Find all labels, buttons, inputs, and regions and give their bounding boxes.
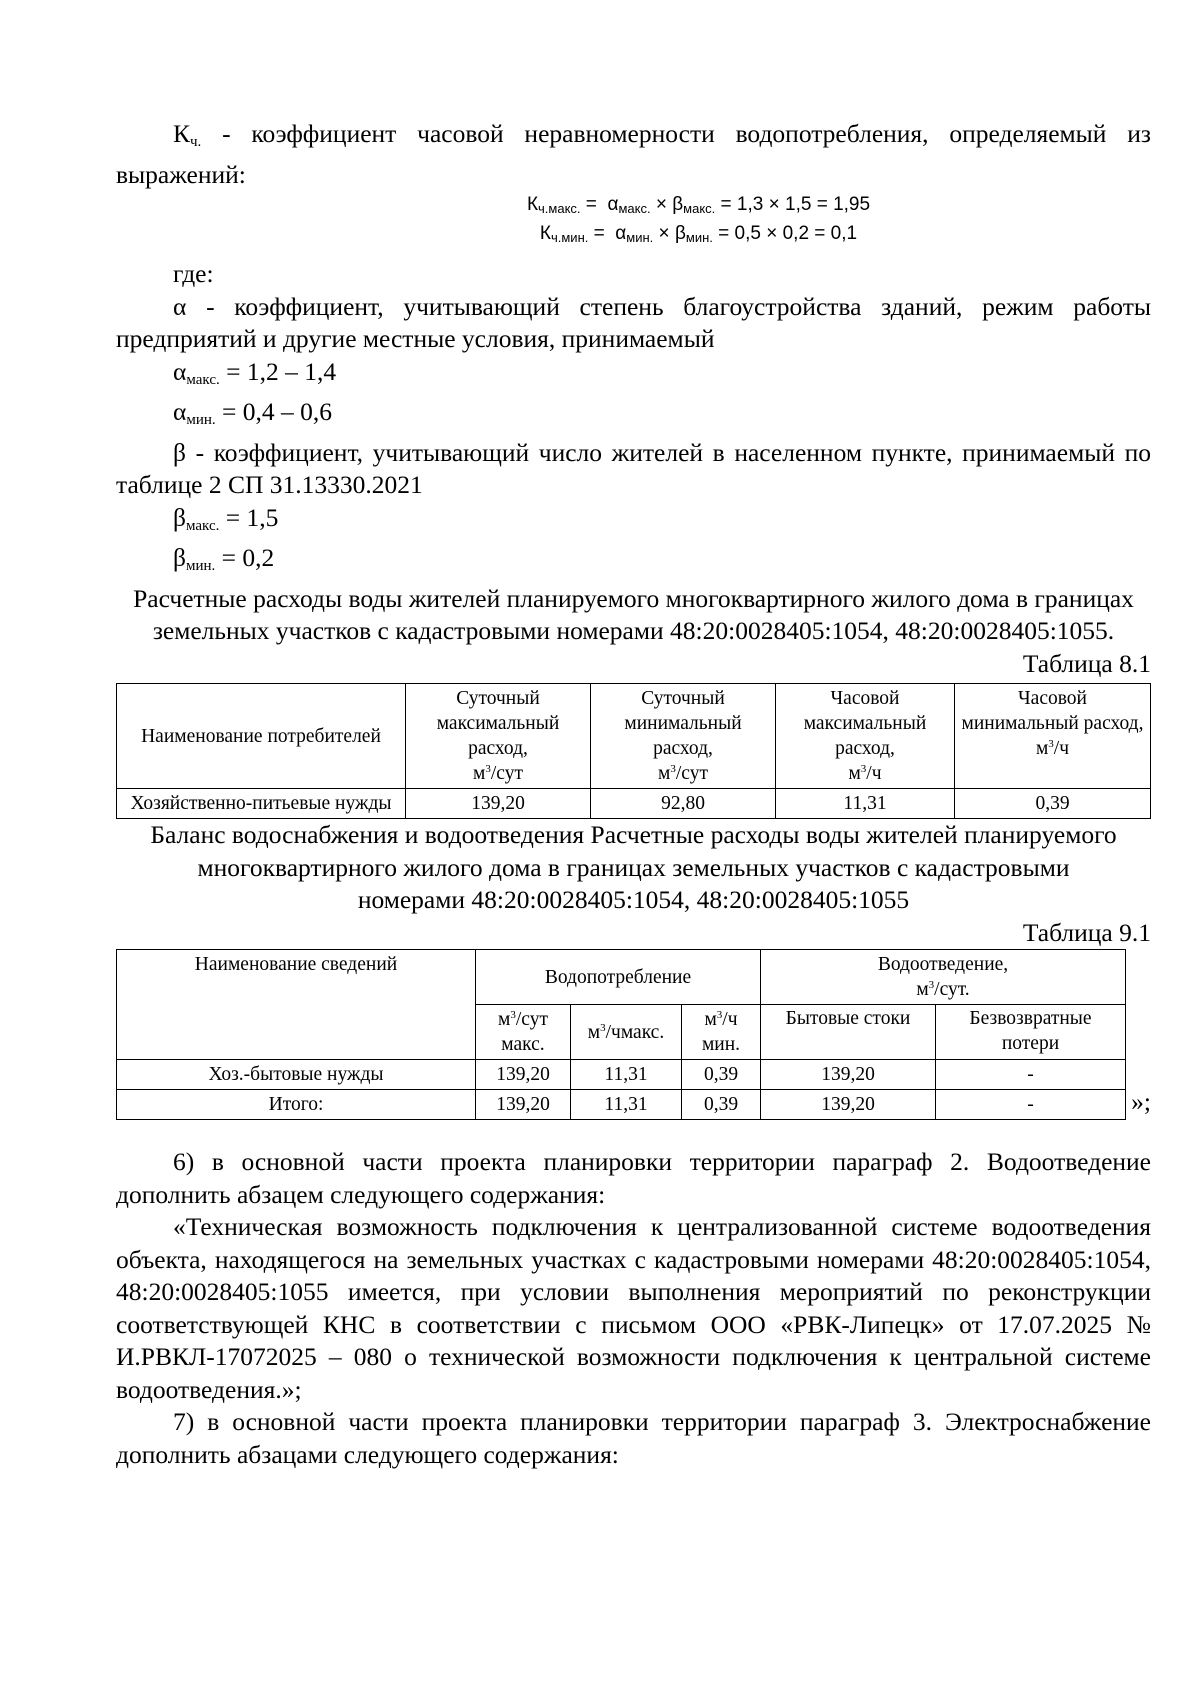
table9-header-name: Наименование сведений <box>117 950 476 1060</box>
table9-header-disposal: Водоотведение, $м^3$/сут. <box>761 950 1126 1005</box>
alpha-min: $\alpha_{мин.} = 0,4 - 0,6$ <box>173 397 333 428</box>
table9-cell: 139,20 <box>761 1060 936 1090</box>
table8-header-row <box>117 684 1151 789</box>
table8-cell: 139,20 <box>406 789 591 819</box>
table8-header-col: Суточный минимальный расход, $м^3$/сут <box>591 684 776 789</box>
table8-header-col: Суточный максимальный расход, $м^3$/сут <box>406 684 591 789</box>
table9-header-consumption: Водопотребление <box>476 950 761 1005</box>
table8-header-col: Часовой максимальный расход, $м^3/ч$ <box>776 684 955 789</box>
formula-block <box>116 192 1151 250</box>
table9-cell: 0,39 <box>682 1060 761 1090</box>
document-page <box>116 118 1151 1471</box>
table-9-1 <box>116 949 1126 1120</box>
closing-quote: »; <box>1131 1086 1151 1116</box>
table8-label: Таблица 8.1 <box>1022 648 1151 678</box>
k-definition: $К_{ч.}$ - коэффициент часовой неравномерности водопотребления, определяемый из выражений: <box>116 119 1151 189</box>
table9-label: Таблица 9.1 <box>1022 917 1151 947</box>
formula-min: $К_{ч.мин.} = \alpha_{мин.} \times \beta_{мин.} = 0,5 \times 0,2 = 0,1$ <box>539 223 858 245</box>
table9-header-row <box>117 950 1126 1005</box>
table9-cell: Хоз.-бытовые нужды <box>117 1060 476 1090</box>
table-row <box>117 789 1151 819</box>
table-8-1 <box>116 683 1151 819</box>
table9-subheader: $м^3/ч$ мин. <box>682 1005 761 1060</box>
table9-cell: 11,31 <box>571 1060 682 1090</box>
table9-cell: - <box>936 1060 1126 1090</box>
table8-cell: 11,31 <box>776 789 955 819</box>
alpha-definition: α - коэффициент, учитывающий степень благоустройства зданий, режим работы предприятий и другие местные условия, принимаемый <box>116 291 1151 353</box>
table8-caption: Расчетные расходы воды жителей планируемого многоквартирного жилого дома в границах земельных участков с кадастровыми номерами 48:20:0028405:1054, 48:20:0028405:1055. <box>133 583 1134 645</box>
table9-cell: 11,31 <box>571 1090 682 1120</box>
table8-cell: Хозяйственно-питьевые нужды <box>117 789 406 819</box>
table9-subheader: Бытовые стоки <box>761 1005 936 1060</box>
paragraph-6: 6) в основной части проекта планировки территории параграф 2. Водоотведение дополнить абзацем следующего содержания: <box>116 1147 1151 1209</box>
table9-cell: - <box>936 1090 1126 1120</box>
where-label: где: <box>173 259 214 288</box>
table8-header-col: Часовой минимальный расход, $м^3/ч$ <box>955 684 1151 789</box>
table9-wrapper <box>116 949 1151 1120</box>
table-row <box>117 1060 1126 1090</box>
table9-cell: 139,20 <box>476 1060 571 1090</box>
table8-header-name: Наименование потребителей <box>117 684 406 789</box>
table9-subheader: $м^3$/чмакс. <box>571 1005 682 1060</box>
paragraph-7: 7) в основной части проекта планировки территории параграф 3. Электроснабжение дополнить абзацами следующего содержания: <box>116 1407 1151 1469</box>
table-row <box>117 1090 1126 1120</box>
formula-max: $К_{ч.макс.} = \alpha_{макс.} \times \beta_{макс.} = 1,3 \times 1,5 = 1,95$ <box>526 194 871 216</box>
table9-subheader: Безвозвратные потери <box>936 1005 1126 1060</box>
table9-cell: 139,20 <box>476 1090 571 1120</box>
table9-cell: 0,39 <box>682 1090 761 1120</box>
table9-cell: Итого: <box>117 1090 476 1120</box>
paragraph-6-quote: «Техническая возможность подключения к централизованной системе водоотведения объекта, находящегося на земельных участках с кадастровыми номерами 48:20:0028405:1054, 48:20:0028405:1055 имеется, при условии выполнения мероприятий по реконструкции соответствующей КНС в соответствии с письмом ООО «РВК-Липецк» от 17.07.2025 № И.РВКЛ-17072025 – 080 о технической возможности подключения к центральной системе водоотведения.»; <box>116 1212 1151 1404</box>
table9-subheader: $м^3$/сут макс. <box>476 1005 571 1060</box>
beta-definition: β - коэффициент, учитывающий число жителей в населенном пункте, принимаемый по таблице 2 СП 31.13330.2021 <box>116 437 1151 499</box>
beta-min: $\beta_{мин.} = 0,2$ <box>173 543 275 574</box>
table8-cell: 92,80 <box>591 789 776 819</box>
table8-cell: 0,39 <box>955 789 1151 819</box>
beta-max: $\beta_{макс.} = 1,5$ <box>173 502 279 534</box>
table9-cell: 139,20 <box>761 1090 936 1120</box>
table9-caption: Баланс водоснабжения и водоотведения Расчетные расходы воды жителей планируемого многоквартирного жилого дома в границах земельных участков с кадастровыми номерами 48:20:0028405:1054, 48:20:0028405:1055 <box>150 820 1117 914</box>
alpha-max: $\alpha_{макс.} = 1,2 - 1,4$ <box>173 356 337 388</box>
